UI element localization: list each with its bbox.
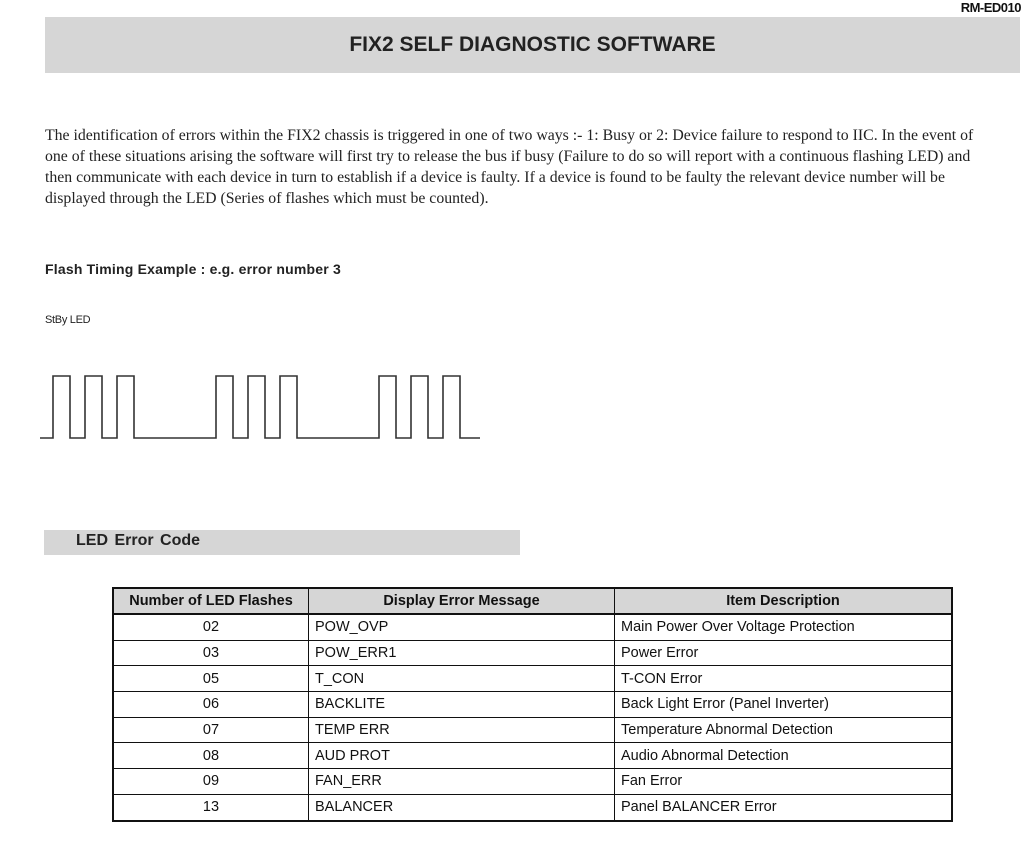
flash-count-cell: 13 xyxy=(113,794,309,820)
table-row xyxy=(113,640,952,666)
table-row xyxy=(113,769,952,795)
description-cell: T-CON Error xyxy=(615,666,953,692)
description-cell: Fan Error xyxy=(615,769,953,795)
description-cell: Temperature Abnormal Detection xyxy=(615,717,953,743)
description-cell: Power Error xyxy=(615,640,953,666)
table-row xyxy=(113,692,952,718)
description-cell: Audio Abnormal Detection xyxy=(615,743,953,769)
flash-timing-waveform xyxy=(40,360,520,450)
description-cell: Main Power Over Voltage Protection xyxy=(615,614,953,640)
flash-count-cell: 05 xyxy=(113,666,309,692)
error-message-cell: AUD PROT xyxy=(309,743,615,769)
table-row xyxy=(113,717,952,743)
error-message-cell: POW_OVP xyxy=(309,614,615,640)
led-error-code-heading: LED Error Code xyxy=(76,532,201,549)
flash-count-cell: 07 xyxy=(113,717,309,743)
stby-led-label: StBy LED xyxy=(45,314,91,326)
error-message-cell: T_CON xyxy=(309,666,615,692)
flash-count-cell: 02 xyxy=(113,614,309,640)
error-message-cell: FAN_ERR xyxy=(309,769,615,795)
table-row xyxy=(113,794,952,820)
flash-count-cell: 08 xyxy=(113,743,309,769)
page-title: FIX2 SELF DIAGNOSTIC SOFTWARE xyxy=(349,33,716,56)
description-cell: Panel BALANCER Error xyxy=(615,794,953,820)
title-banner xyxy=(45,17,1020,73)
column-header-message: Display Error Message xyxy=(309,588,615,614)
table-header-row xyxy=(113,588,952,614)
document-code: RM-ED010 xyxy=(960,0,1021,15)
error-message-cell: BACKLITE xyxy=(309,692,615,718)
error-message-cell: TEMP ERR xyxy=(309,717,615,743)
flash-timing-heading: Flash Timing Example : e.g. error number 3 xyxy=(45,261,341,277)
table-row xyxy=(113,743,952,769)
description-cell: Back Light Error (Panel Inverter) xyxy=(615,692,953,718)
table-row xyxy=(113,666,952,692)
led-pulse-train xyxy=(40,376,480,438)
led-error-code-banner xyxy=(44,530,520,555)
error-message-cell: BALANCER xyxy=(309,794,615,820)
flash-count-cell: 09 xyxy=(113,769,309,795)
led-error-table xyxy=(112,587,953,822)
column-header-flashes: Number of LED Flashes xyxy=(113,588,309,614)
table-row xyxy=(113,614,952,640)
error-message-cell: POW_ERR1 xyxy=(309,640,615,666)
flash-count-cell: 03 xyxy=(113,640,309,666)
flash-count-cell: 06 xyxy=(113,692,309,718)
intro-paragraph: The identification of errors within the FIX2 chassis is triggered in one of two ways :- 1: Busy or 2: Device failure to respond to IIC. In the event of one of these situations arising the software will first try to release the bus if busy (Failure to do so will report with a continuous flashing LED) and then communicate with each device in turn to establish if a device is faulty. If a device is found to be faulty the relevant device number will be displayed through the LED (Series of flashes which must be counted). xyxy=(45,127,974,207)
column-header-description: Item Description xyxy=(615,588,953,614)
